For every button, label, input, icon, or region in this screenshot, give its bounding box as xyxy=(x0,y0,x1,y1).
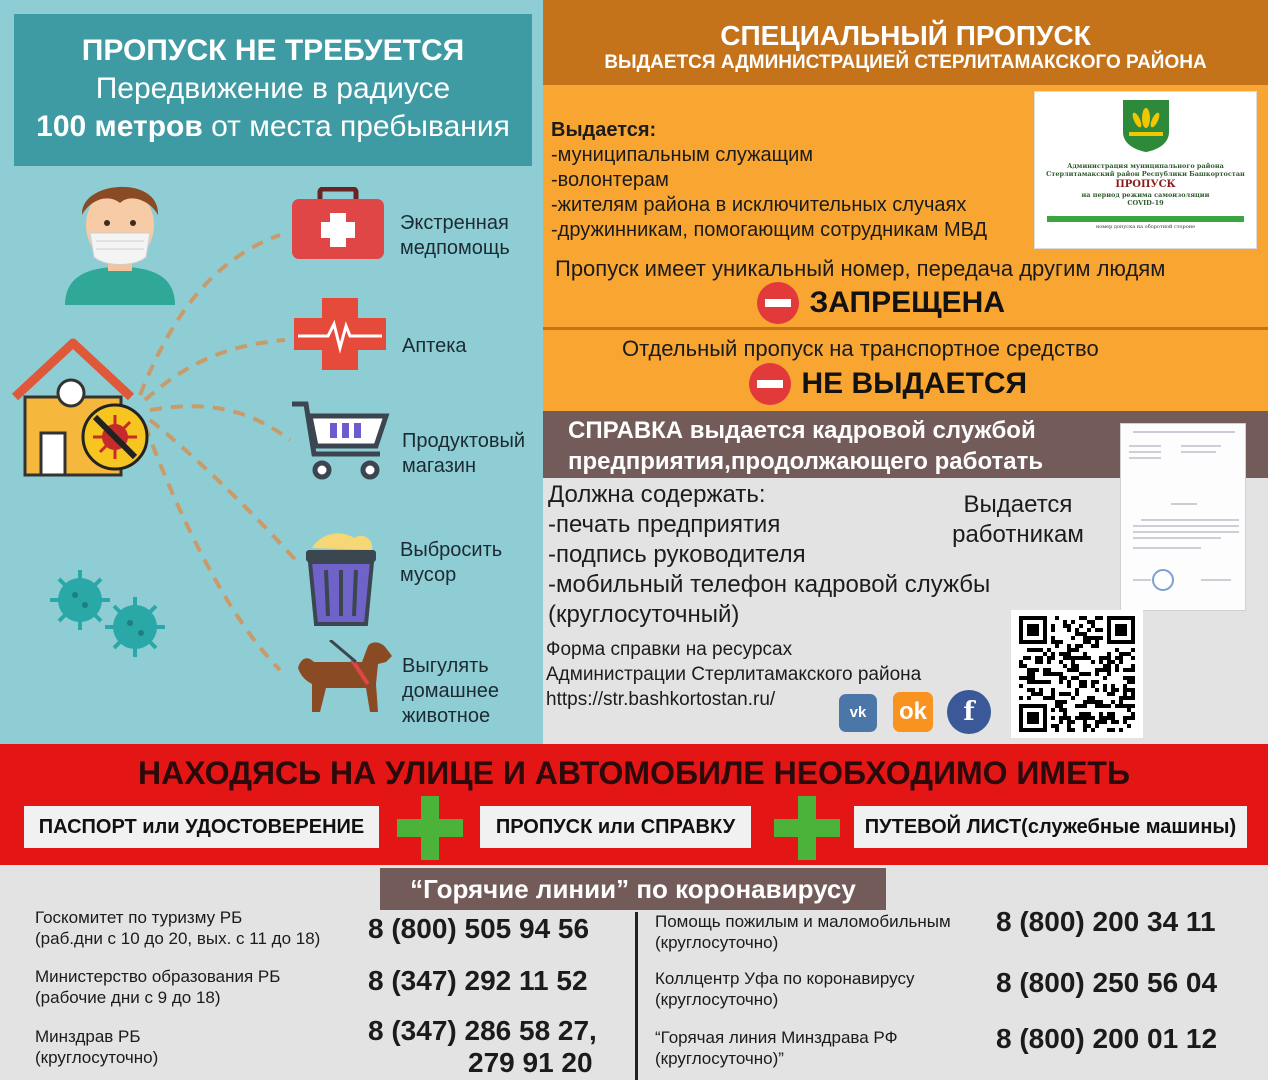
distance-rest: от места пребывания xyxy=(202,110,510,143)
plus-icon xyxy=(397,796,463,860)
hotline-org: Министерство образования РБ xyxy=(35,967,281,986)
hotline-name xyxy=(655,968,914,1010)
stop-icon xyxy=(757,282,799,324)
hotline-hours: (круглосуточно) xyxy=(655,990,779,1009)
hotline-hours: (круглосуточно)” xyxy=(655,1049,784,1068)
card-sub: на период режима самоизоляции xyxy=(1081,191,1210,199)
activity-dog xyxy=(402,654,499,729)
hotline-name xyxy=(35,907,320,949)
form-line1: Форма справки на ресурсах xyxy=(546,639,793,660)
card-covid: COVID-19 xyxy=(1127,199,1164,207)
hotline-phone[interactable]: 8 (800) 200 34 11 xyxy=(996,906,1216,937)
hotline-phone-extra[interactable]: 279 91 20 xyxy=(468,1047,593,1078)
card-line1: Администрация муниципального района xyxy=(1067,162,1224,170)
activity-trash-line2: мусор xyxy=(400,564,457,586)
hotline-phone[interactable]: 8 (800) 200 01 12 xyxy=(996,1023,1218,1054)
dog-icon xyxy=(290,640,394,714)
document-lines-icon xyxy=(1121,424,1247,612)
hotline-name xyxy=(655,1027,898,1069)
certificate-title-line2: предприятия,продолжающего работать xyxy=(568,448,1044,475)
issued-to-line1: Выдается xyxy=(963,491,1073,518)
hotline-org: Коллцентр Уфа по коронавирусу xyxy=(655,969,915,988)
pass-card-text xyxy=(1035,162,1256,207)
hotlines-divider xyxy=(635,912,638,1080)
house-icon xyxy=(3,335,158,480)
hotline-org: Помощь пожилым и маломобильным xyxy=(655,912,951,931)
masked-person-icon xyxy=(60,175,180,305)
must-contain-list xyxy=(548,480,990,630)
hotline-hours: (рабочие дни с 9 до 18) xyxy=(35,988,221,1007)
pharmacy-cross-icon xyxy=(292,296,388,372)
orange-divider xyxy=(543,327,1268,330)
activity-medical-line2: медпомощь xyxy=(400,237,510,259)
hotline-org: Госкомитет по туризму РБ xyxy=(35,908,243,927)
must-contain-item: -подпись руководителя xyxy=(548,541,806,568)
virus-icon xyxy=(45,565,170,665)
certificate-title-line1: СПРАВКА выдается кадровой службой xyxy=(568,417,1036,444)
hotline-org: “Горячая линия Минздрава РФ xyxy=(655,1028,898,1047)
trash-bin-icon xyxy=(302,530,380,626)
must-contain-item: -мобильный телефон кадровой службы xyxy=(548,571,991,598)
activity-pharmacy: Аптека xyxy=(402,335,467,357)
activity-grocery xyxy=(402,429,525,479)
form-line2: Администрации Стерлитамакского района xyxy=(546,664,922,685)
issued-item: -муниципальным служащим xyxy=(551,144,814,166)
street-requirements-title: НАХОДЯСЬ НА УЛИЦЕ И АВТОМОБИЛЕ НЕОБХОДИМО ИМЕТЬ xyxy=(138,755,1130,791)
not-issued-label: НЕ ВЫДАЕТСЯ xyxy=(801,367,1028,400)
activity-medical-line1: Экстренная xyxy=(400,212,509,234)
first-aid-kit-icon xyxy=(290,187,386,261)
must-contain-item: (круглосуточный) xyxy=(548,601,740,628)
no-pass-title: ПРОПУСК НЕ ТРЕБУЕТСЯ xyxy=(81,34,465,67)
activity-dog-line2: домашнее xyxy=(402,680,500,702)
must-contain-label: Должна содержать: xyxy=(548,481,766,508)
ok-icon[interactable]: ok xyxy=(893,692,933,732)
shopping-cart-icon xyxy=(290,398,390,480)
issued-item: -жителям района в исключительных случаях xyxy=(551,194,967,216)
hotline-org: Минздрав РБ xyxy=(35,1027,141,1046)
activity-trash xyxy=(400,538,502,588)
activity-grocery-line1: Продуктовый xyxy=(402,430,526,452)
card-stripe xyxy=(1047,216,1244,222)
doc-pass: ПРОПУСК или СПРАВКУ xyxy=(480,806,751,848)
certificate-document-image xyxy=(1120,423,1246,611)
qr-code-icon xyxy=(1019,616,1135,732)
hotline-name xyxy=(35,966,280,1008)
hotline-hours: (раб.дни с 10 до 20, вых. с 11 до 18) xyxy=(35,929,321,948)
activity-medical xyxy=(400,211,510,261)
issued-list xyxy=(551,118,987,243)
not-issued-row xyxy=(749,363,1027,405)
pass-card-image xyxy=(1034,91,1257,249)
hotline-name xyxy=(655,911,951,953)
coat-of-arms-icon xyxy=(1121,98,1171,152)
special-pass-subtitle: ВЫДАЕТСЯ АДМИНИСТРАЦИЕЙ СТЕРЛИТАМАКСКОГО РАЙОНА xyxy=(604,52,1207,73)
forbidden-label: ЗАПРЕЩЕНА xyxy=(809,286,1006,319)
hotline-phone[interactable]: 8 (800) 505 94 56 xyxy=(368,913,590,944)
card-line2: Стерлитамакский район Республики Башкортостан xyxy=(1046,170,1245,178)
unique-number-text: Пропуск имеет уникальный номер, передача другим людям xyxy=(555,256,1166,281)
path-pharmacy xyxy=(145,340,285,400)
radius-line: Передвижение в радиусе xyxy=(95,72,451,105)
plus-icon xyxy=(774,796,840,860)
hotline-name xyxy=(35,1026,158,1068)
vehicle-pass-text: Отдельный пропуск на транспортное средство xyxy=(622,336,1099,361)
must-contain-item: -печать предприятия xyxy=(548,511,781,538)
card-footer: номер допуска на оборотной стороне xyxy=(1095,224,1196,230)
qr-code[interactable] xyxy=(1011,610,1143,738)
hotline-phone[interactable]: 8 (347) 286 58 27, xyxy=(368,1015,597,1046)
issued-item: -волонтерам xyxy=(551,169,669,191)
hotline-phone[interactable]: 8 (800) 250 56 04 xyxy=(996,967,1218,998)
issued-label: Выдается: xyxy=(551,119,657,141)
activity-dog-line3: животное xyxy=(402,705,491,727)
activity-dog-line1: Выгулять xyxy=(402,655,489,677)
activity-trash-line1: Выбросить xyxy=(400,539,503,561)
doc-waybill: ПУТЕВОЙ ЛИСТ(служебные машины) xyxy=(854,806,1247,848)
hotlines-title: “Горячие линии” по коронавирусу xyxy=(380,868,886,910)
facebook-icon[interactable]: f xyxy=(947,690,991,734)
forbidden-row xyxy=(757,282,1005,324)
special-pass-title: СПЕЦИАЛЬНЫЙ ПРОПУСК xyxy=(720,20,1091,51)
doc-passport: ПАСПОРТ или УДОСТОВЕРЕНИЕ xyxy=(24,806,379,848)
stop-icon xyxy=(749,363,791,405)
issued-to-workers xyxy=(944,490,1092,550)
activity-grocery-line2: магазин xyxy=(402,455,477,477)
card-title: ПРОПУСК xyxy=(1115,179,1176,190)
issued-to-line2: работникам xyxy=(952,521,1084,548)
hotline-hours: (круглосуточно) xyxy=(655,933,779,952)
vk-icon[interactable]: vk xyxy=(839,694,877,732)
form-url-link[interactable]: https://str.bashkortostan.ru/ xyxy=(546,689,776,710)
issued-item: -дружинникам, помогающим сотрудникам МВД xyxy=(551,219,988,241)
distance-bold: 100 метров xyxy=(36,110,203,143)
hotline-hours: (круглосуточно) xyxy=(35,1048,159,1067)
special-pass-header xyxy=(543,0,1268,85)
hotline-phone[interactable]: 8 (347) 292 11 52 xyxy=(368,965,588,996)
